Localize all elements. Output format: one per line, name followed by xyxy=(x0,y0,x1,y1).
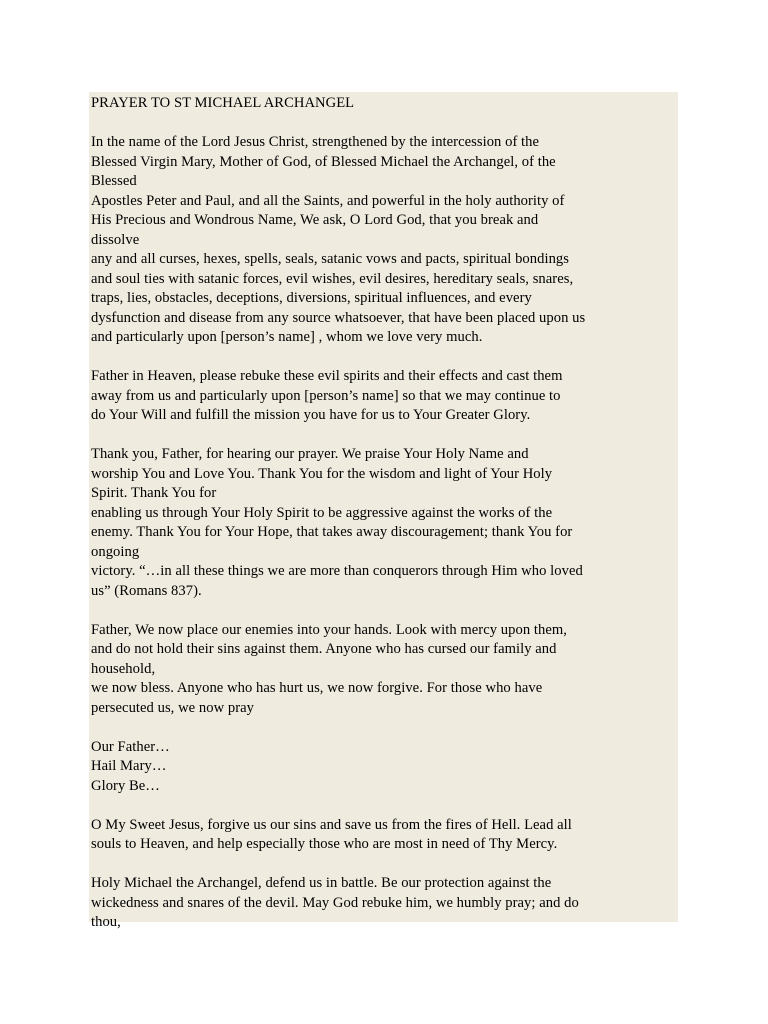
paragraph-line: enabling us through Your Holy Spirit to be aggressive against the works of the xyxy=(91,504,553,521)
paragraph-line: wickedness and snares of the devil. May God rebuke him, we humbly pray; and do xyxy=(91,894,579,911)
paragraph-spacer xyxy=(91,601,678,621)
prayer-text-block xyxy=(89,92,678,930)
paragraph-line: victory. “…in all these things we are more than conquerors through Him who loved xyxy=(91,563,583,579)
paragraph-line: His Precious and Wondrous Name, We ask, O Lord God, that you break and xyxy=(91,212,539,228)
paragraph-line: Our Father… xyxy=(91,738,170,755)
paragraph-line: Blessed xyxy=(91,173,137,189)
paragraph-line: household, xyxy=(91,660,156,677)
paragraph-line: Apostles Peter and Paul, and all the Saints, and powerful in the holy authority of xyxy=(91,192,565,209)
paragraph-line: traps, lies, obstacles, deceptions, diversions, spiritual influences, and every xyxy=(91,290,532,306)
paragraph-line: Blessed Virgin Mary, Mother of God, of Blessed Michael the Archangel, of the xyxy=(91,153,556,170)
paragraph-spacer xyxy=(91,855,678,875)
paragraph-line: Glory Be… xyxy=(91,777,160,794)
paragraph-line: dysfunction and disease from any source whatsoever, that have been placed upon us xyxy=(91,309,586,326)
paragraph-line: souls to Heaven, and help especially those who are most in need of Thy Mercy. xyxy=(91,836,558,852)
paragraph-spacer xyxy=(91,114,678,134)
document-title: PRAYER TO ST MICHAEL ARCHANGEL xyxy=(91,95,355,111)
paragraph-line: ongoing xyxy=(91,543,140,560)
paragraph-line: us” (Romans 837). xyxy=(91,582,202,599)
paragraph-line: Father, We now place our enemies into your hands. Look with mercy upon them, xyxy=(91,621,567,638)
paragraph-line: O My Sweet Jesus, forgive us our sins and save us from the fires of Hell. Lead all xyxy=(91,816,572,833)
paragraph-line: persecuted us, we now pray xyxy=(91,699,254,716)
paragraph-spacer xyxy=(91,426,678,446)
paragraph-spacer xyxy=(91,348,678,368)
paragraph-line: Father in Heaven, please rebuke these evil spirits and their effects and cast them xyxy=(91,368,563,384)
paragraph-line: and particularly upon [person’s name] , whom we love very much. xyxy=(91,329,483,345)
paragraph-line: In the name of the Lord Jesus Christ, strengthened by the intercession of the xyxy=(91,134,540,150)
paragraph-line: enemy. Thank You for Your Hope, that takes away discouragement; thank You for xyxy=(91,524,573,540)
paragraph-line: away from us and particularly upon [person’s name] so that we may continue to xyxy=(91,387,561,404)
paragraph-line: Spirit. Thank You for xyxy=(91,485,217,501)
paragraph-line: Thank you, Father, for hearing our prayer. We praise Your Holy Name and xyxy=(91,446,529,462)
paragraph-line: we now bless. Anyone who has hurt us, we now forgive. For those who have xyxy=(91,680,543,696)
paragraph-line: and soul ties with satanic forces, evil wishes, evil desires, hereditary seals, snares, xyxy=(91,270,574,287)
paragraph-spacer xyxy=(91,796,678,816)
paragraph-line: worship You and Love You. Thank You for the wisdom and light of Your Holy xyxy=(91,465,553,482)
paragraph-line: thou, xyxy=(91,914,121,930)
paragraph-line: and do not hold their sins against them. Anyone who has cursed our family and xyxy=(91,641,557,657)
paragraph-line: do Your Will and fulfill the mission you have for us to Your Greater Glory. xyxy=(91,407,531,423)
paragraph-line: any and all curses, hexes, spells, seals, satanic vows and pacts, spiritual bondings xyxy=(91,251,569,267)
paragraph-line: Holy Michael the Archangel, defend us in battle. Be our protection against the xyxy=(91,875,552,891)
paragraph-line: dissolve xyxy=(91,231,140,248)
paragraph-spacer xyxy=(91,718,678,738)
paragraph-line: Hail Mary… xyxy=(91,758,167,774)
